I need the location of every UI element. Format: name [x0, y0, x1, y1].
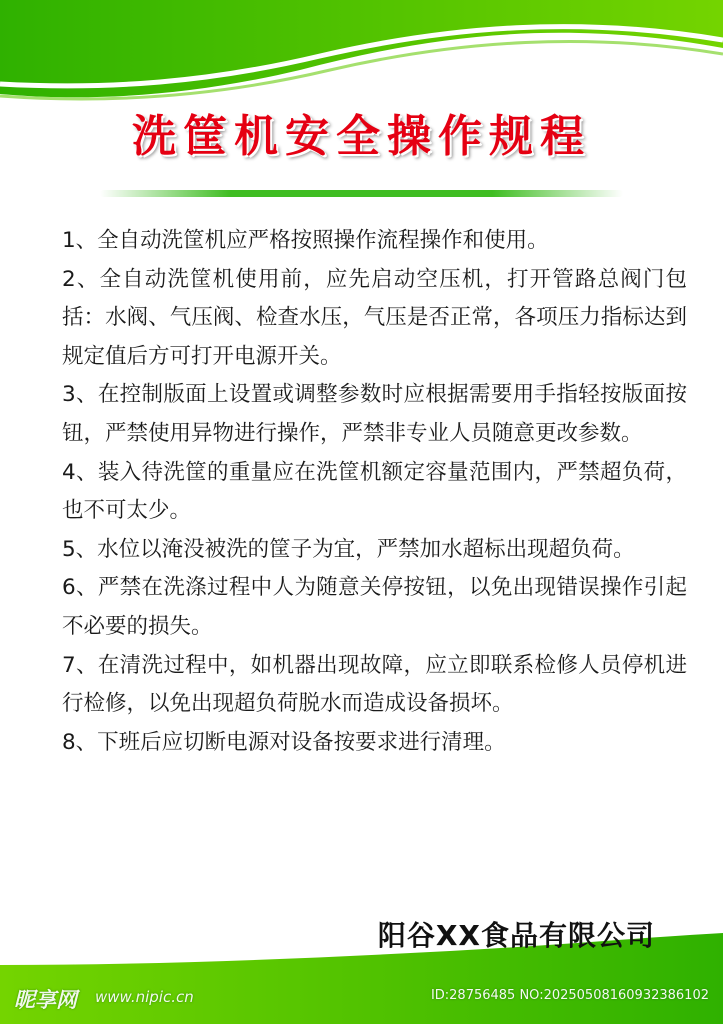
- rule-item: 2、全自动洗筐机使用前，应先启动空压机，打开管路总阀门包括：水阀、气压阀、检查水压，气压是否正常，各项压力指标达到规定值后方可打开电源开关。: [62, 266, 687, 369]
- watermark-url: www.nipic.cn: [95, 988, 194, 1006]
- company-name: 阳谷XX食品有限公司: [377, 919, 655, 952]
- rule-item: 3、在控制版面上设置或调整参数时应根据需要用手指轻按版面按钮，严禁使用异物进行操作，严禁非专业人员随意更改参数。: [62, 382, 687, 446]
- rule-item: 5、水位以淹没被洗的筐子为宜，严禁加水超标出现超负荷。: [62, 536, 635, 562]
- rule-item: 1、全自动洗筐机应严格按照操作流程操作和使用。: [62, 228, 549, 253]
- top-wave-decoration: [0, 0, 723, 110]
- rule-item: 8、下班后应切断电源对设备按要求进行清理。: [62, 729, 506, 755]
- title-divider: [100, 190, 623, 197]
- watermark-logo: 昵享网: [14, 988, 77, 1012]
- rule-item: 6、严禁在洗涤过程中人为随意关停按钮，以免出现错误操作引起不必要的损失。: [62, 575, 687, 639]
- page-title: 洗筐机安全操作规程: [132, 111, 591, 162]
- rules-list: [62, 222, 687, 762]
- watermark-id: ID:28756485 NO:20250508160932386102: [430, 988, 709, 1003]
- rule-item: 7、在清洗过程中，如机器出现故障，应立即联系检修人员停机进行检修，以免出现超负荷脱水而造成设备损坏。: [62, 652, 687, 717]
- rule-item: 4、装入待洗筐的重量应在洗筐机额定容量范围内，严禁超负荷，也不可太少。: [62, 459, 687, 524]
